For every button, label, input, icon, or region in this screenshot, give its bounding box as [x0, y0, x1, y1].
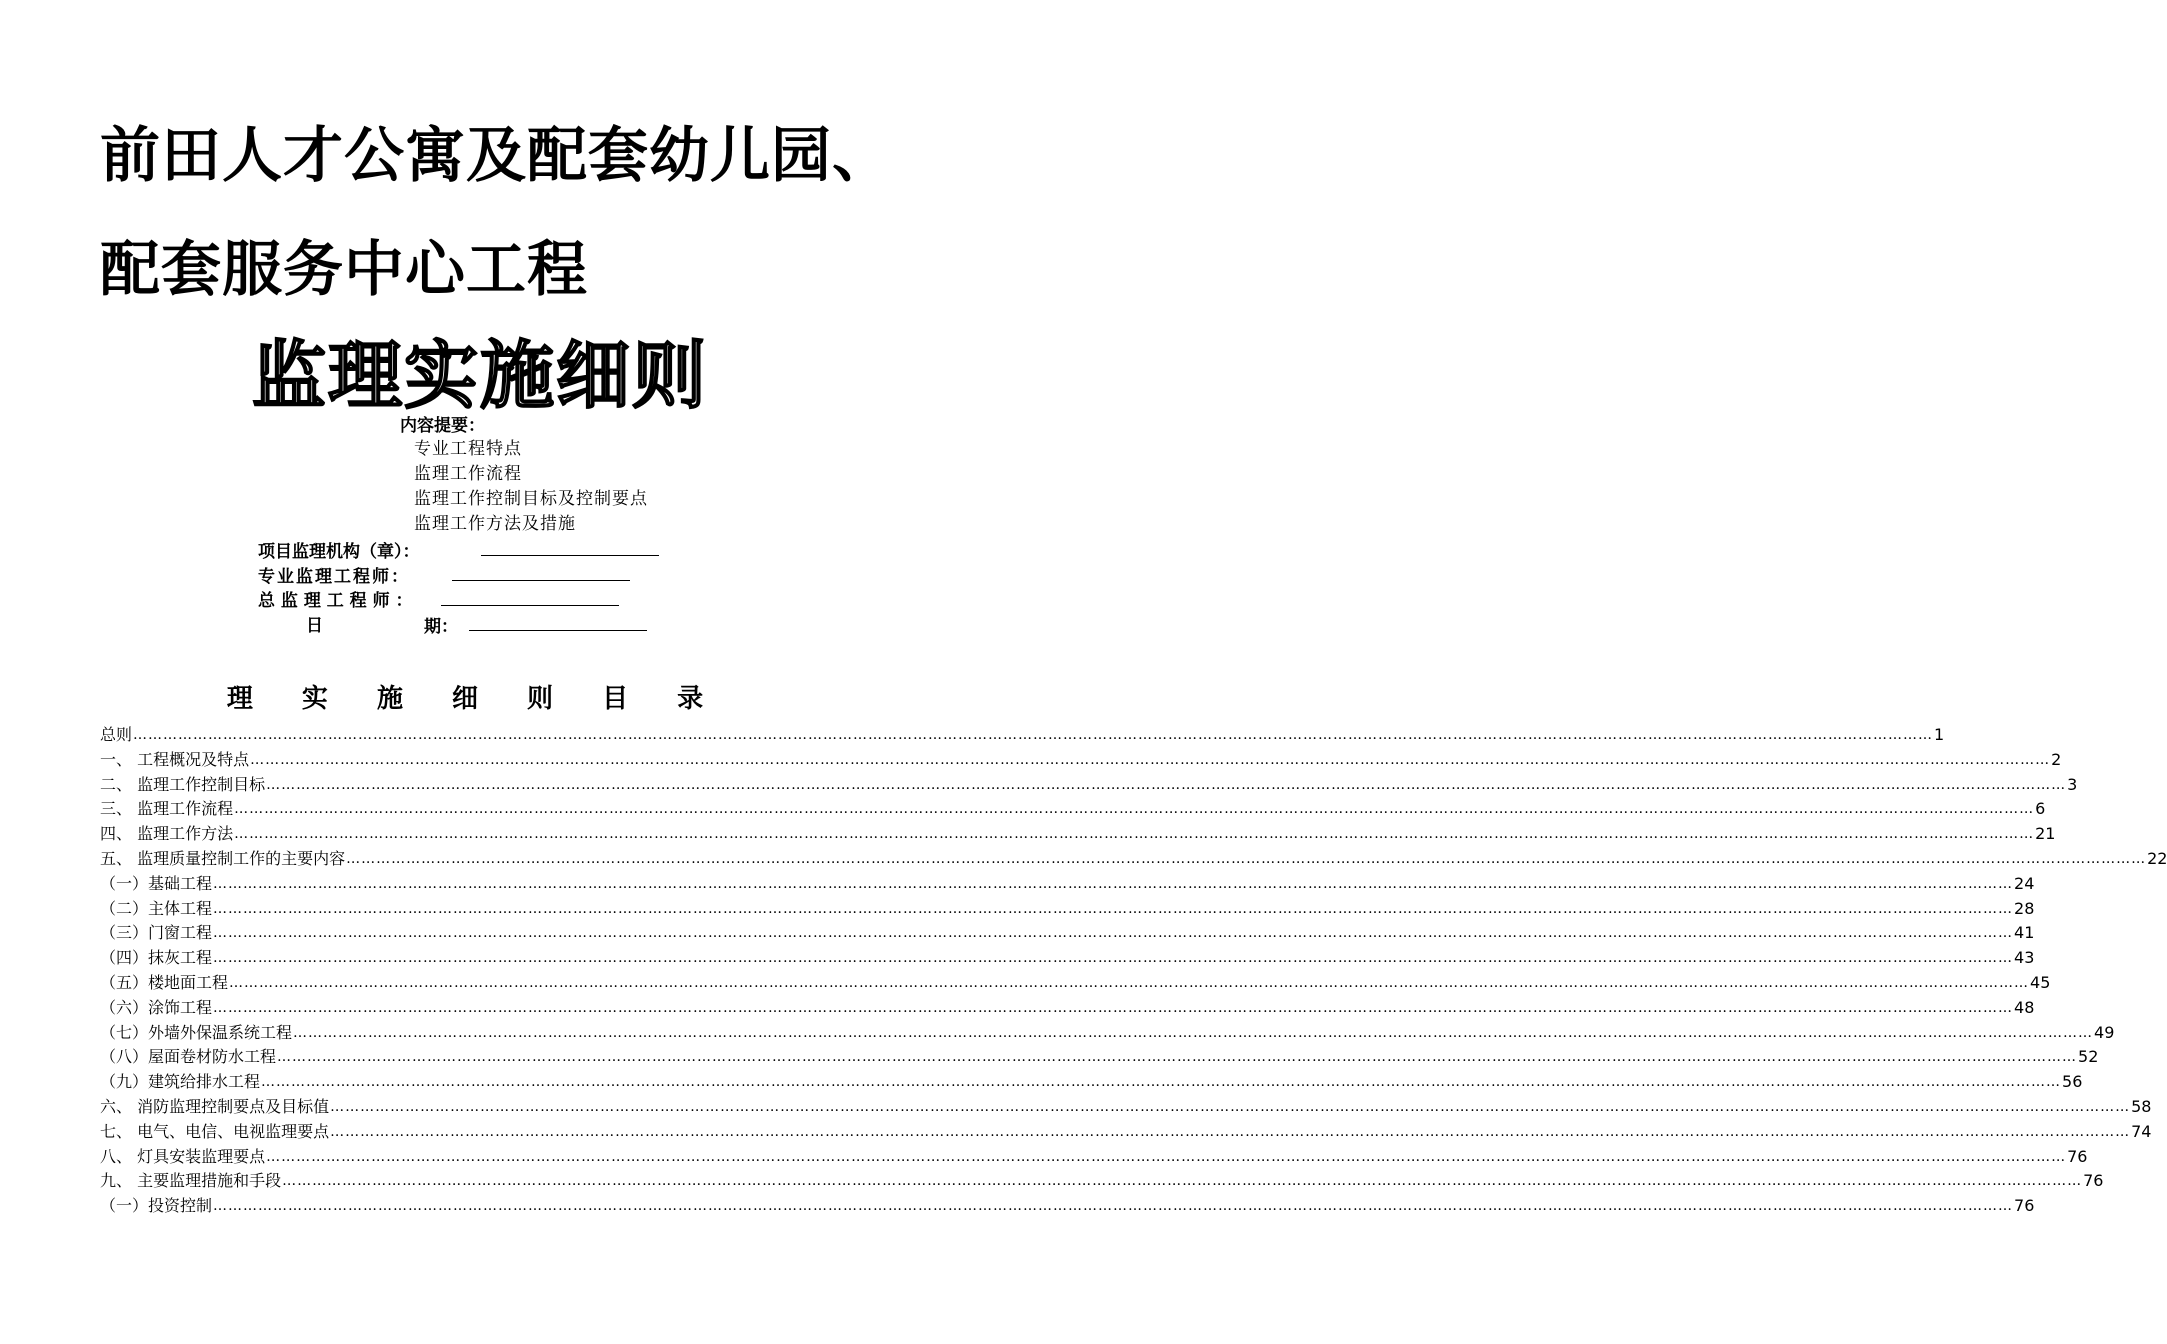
- date-blank-line: [469, 630, 647, 631]
- toc-entry: [100, 870, 2035, 894]
- toc-dot-leader: ………………………………………………………………………………………………………………………………………………………………………………………………………………………………………………………………………………………………………………………………: [213, 900, 2014, 917]
- toc-entry: [100, 1043, 2099, 1067]
- toc-page-number: 41: [2014, 923, 2035, 943]
- toc-page-number: 76: [2014, 1196, 2035, 1216]
- toc-page-number: 74: [2131, 1121, 2152, 1141]
- toc-entry-text: 六、 消防监理控制要点及目标值: [100, 1097, 330, 1116]
- toc-entry: [100, 746, 2062, 770]
- toc-page-number: 52: [2078, 1047, 2099, 1067]
- date-label-right: 期：: [424, 617, 458, 637]
- subtitle-text: 监理实施细则: [252, 333, 708, 419]
- date-label-left: 日: [306, 616, 323, 636]
- toc-page-number: 1: [1934, 725, 1945, 744]
- toc-page-number: 45: [2030, 973, 2051, 992]
- toc-entry: [100, 771, 2078, 795]
- toc-page-number: 2: [2051, 749, 2062, 769]
- toc-entry: [100, 795, 2046, 819]
- org-seal-blank-line: [481, 555, 659, 556]
- toc-entry-text: 八、 灯具安装监理要点: [100, 1146, 266, 1166]
- toc-entry-text: （六）涂饰工程: [100, 997, 213, 1017]
- toc-dot-leader: ………………………………………………………………………………………………………………………………………………………………………………………………………………………………………………………………………………………………………………………………: [213, 999, 2014, 1016]
- toc-entry: [100, 994, 2035, 1018]
- toc-entry-text: 九、 主要监理措施和手段: [100, 1171, 282, 1191]
- toc-title: 理 实 施 细 则 目 录: [226, 684, 724, 714]
- specialist-engineer-label: 专业监理工程师：: [258, 567, 410, 587]
- toc-entry-text: （四）抹灰工程: [100, 948, 213, 968]
- toc-page-number: 22: [2147, 849, 2167, 868]
- toc-entry-text: 七、 电气、电信、电视监理要点: [100, 1121, 330, 1141]
- toc-page-number: 49: [2094, 1022, 2115, 1042]
- summary-heading: 内容提要：: [400, 416, 485, 436]
- toc-page-number: 48: [2014, 997, 2035, 1017]
- toc-page-number: 58: [2131, 1097, 2152, 1116]
- toc-entry: [100, 969, 2051, 993]
- toc-page-number: 21: [2035, 824, 2056, 844]
- summary-item: 监理工作流程: [414, 464, 522, 484]
- toc-entry: [100, 895, 2035, 919]
- toc-dot-leader: ………………………………………………………………………………………………………………………………………………………………………………………………………………………………………………………………………………………………………………………………: [213, 925, 2014, 942]
- toc-page-number: 6: [2035, 799, 2046, 819]
- toc-entry: [100, 820, 2056, 844]
- toc-dot-leader: ………………………………………………………………………………………………………………………………………………………………………………………………………………………………………………………………………………………………………………………………: [293, 1024, 2094, 1041]
- toc-dot-leader: ………………………………………………………………………………………………………………………………………………………………………………………………………………………………………………………………………………………………………………………………: [213, 1198, 2014, 1215]
- toc-entry: [100, 721, 1945, 745]
- toc-entry: [100, 1192, 2035, 1216]
- toc-dot-leader: ………………………………………………………………………………………………………………………………………………………………………………………………………………………………………………………………………………………………………………………………: [213, 950, 2014, 967]
- toc-entry: [100, 1167, 2104, 1191]
- document-title-line-2: 配套服务中心工程: [100, 235, 588, 305]
- toc-entry-text: （一）投资控制: [100, 1196, 213, 1216]
- toc-entry-text: （二）主体工程: [100, 898, 213, 918]
- summary-item: 监理工作方法及措施: [414, 514, 576, 534]
- toc-dot-leader: ………………………………………………………………………………………………………………………………………………………………………………………………………………………………………………………………………………………………………………………………: [266, 776, 2067, 793]
- document-title-line-1: 前田人才公寓及配套幼儿园、: [100, 121, 893, 191]
- summary-item: 专业工程特点: [414, 439, 522, 459]
- toc-entry-text: 五、 监理质量控制工作的主要内容: [100, 849, 346, 868]
- toc-entry-text: （七）外墙外保温系统工程: [100, 1022, 293, 1042]
- subtitle-outline-text: [0, 333, 950, 419]
- toc-entry: [100, 845, 2167, 869]
- toc-dot-leader: ………………………………………………………………………………………………………………………………………………………………………………………………………………………………………………………………………………………………………………………………: [234, 801, 2035, 818]
- toc-entry: [100, 944, 2035, 968]
- toc-entry: [100, 919, 2035, 943]
- toc-dot-leader: ………………………………………………………………………………………………………………………………………………………………………………………………………………………………………………………………………………………………………………………………: [261, 1074, 2062, 1091]
- toc-dot-leader: ………………………………………………………………………………………………………………………………………………………………………………………………………………………………………………………………………………………………………………………………: [330, 1099, 2131, 1115]
- toc-entry-text: 四、 监理工作方法: [100, 824, 234, 844]
- chief-engineer-blank-line: [441, 605, 619, 606]
- toc-dot-leader: ………………………………………………………………………………………………………………………………………………………………………………………………………………………………………………………………………………………………………………………………: [266, 1148, 2067, 1165]
- toc-entry-text: （五）楼地面工程: [100, 973, 229, 992]
- toc-entry-text: 三、 监理工作流程: [100, 799, 234, 819]
- chief-engineer-label: 总 监 理 工 程 师 ：: [258, 591, 413, 611]
- toc-page-number: 76: [2083, 1171, 2104, 1191]
- summary-item: 监理工作控制目标及控制要点: [414, 489, 648, 509]
- toc-page-number: 28: [2014, 898, 2035, 918]
- toc-entry-text: （八）屋面卷材防水工程: [100, 1047, 277, 1067]
- toc-dot-leader: ………………………………………………………………………………………………………………………………………………………………………………………………………………………………………………………………………………………………………………………………: [234, 826, 2035, 843]
- toc-page-number: 3: [2067, 774, 2078, 794]
- toc-page-number: 76: [2067, 1146, 2088, 1166]
- toc-entry-text: 二、 监理工作控制目标: [100, 774, 266, 794]
- toc-page-number: 43: [2014, 948, 2035, 968]
- toc-entry-text: （一）基础工程: [100, 873, 213, 893]
- toc-entry: [100, 1118, 2152, 1142]
- toc-dot-leader: ………………………………………………………………………………………………………………………………………………………………………………………………………………………………………………………………………………………………………………………………: [213, 875, 2014, 892]
- toc-entry-text: （九）建筑给排水工程: [100, 1072, 261, 1092]
- toc-entry: [100, 1093, 2152, 1117]
- toc-dot-leader: ………………………………………………………………………………………………………………………………………………………………………………………………………………………………………………………………………………………………………………………………: [330, 1123, 2131, 1140]
- toc-entry: [100, 1019, 2115, 1043]
- toc-dot-leader: ………………………………………………………………………………………………………………………………………………………………………………………………………………………………………………………………………………………………………………………………: [346, 851, 2147, 867]
- toc-entry: [100, 1068, 2083, 1092]
- toc-dot-leader: ………………………………………………………………………………………………………………………………………………………………………………………………………………………………………………………………………………………………………………………………: [229, 975, 2030, 991]
- toc-entry-text: （三）门窗工程: [100, 923, 213, 943]
- toc-dot-leader: ………………………………………………………………………………………………………………………………………………………………………………………………………………………………………………………………………………………………………………………………: [133, 727, 1934, 743]
- org-seal-label: 项目监理机构（章）：: [258, 542, 420, 562]
- specialist-engineer-blank-line: [452, 580, 630, 581]
- toc-entry-text: 总则: [100, 725, 133, 744]
- toc-page-number: 56: [2062, 1072, 2083, 1092]
- toc-dot-leader: ………………………………………………………………………………………………………………………………………………………………………………………………………………………………………………………………………………………………………………………………: [250, 751, 2051, 768]
- toc-dot-leader: ………………………………………………………………………………………………………………………………………………………………………………………………………………………………………………………………………………………………………………………………: [282, 1173, 2083, 1190]
- toc-page-number: 24: [2014, 873, 2035, 893]
- toc-dot-leader: ………………………………………………………………………………………………………………………………………………………………………………………………………………………………………………………………………………………………………………………………: [277, 1049, 2078, 1066]
- toc-entry: [100, 1143, 2088, 1167]
- toc-entry-text: 一、 工程概况及特点: [100, 749, 250, 769]
